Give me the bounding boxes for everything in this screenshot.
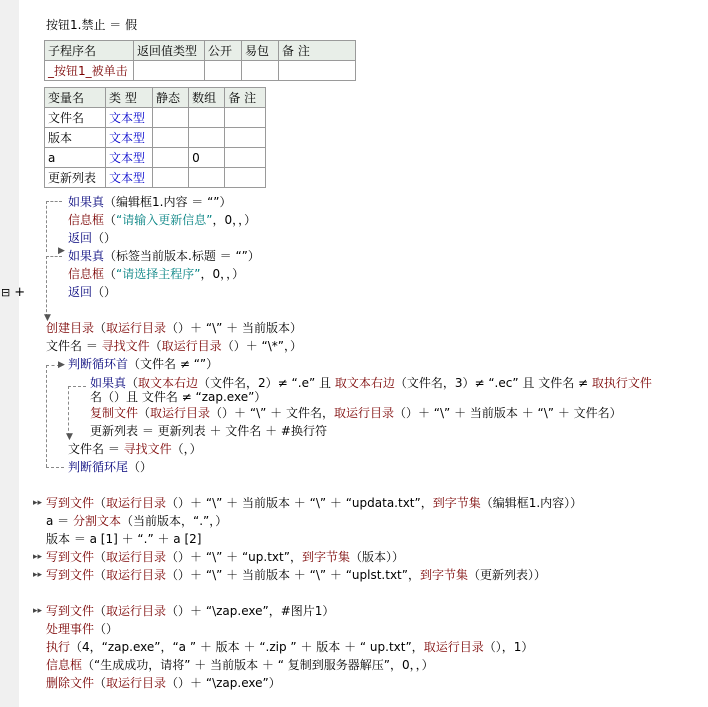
flow-line-if2 xyxy=(46,256,47,317)
sub-header-return: 返回值类型 xyxy=(134,41,205,61)
code-args: （ xyxy=(94,550,107,564)
code-args: （当前版本，“.”，） xyxy=(121,514,228,528)
code-args: （文件名 ≠ “”） xyxy=(128,357,219,371)
func-call: 到字节集 xyxy=(432,496,481,510)
func-call: 取文本右边 xyxy=(138,376,199,390)
writefile-keyword: 写到文件 xyxy=(46,568,95,582)
func-call: 取执行文件 xyxy=(591,376,652,390)
code-line[interactable] xyxy=(46,549,404,565)
arrow-right-icon: ▶ xyxy=(58,246,65,256)
code-line[interactable] xyxy=(46,320,302,336)
code-line[interactable] xyxy=(46,531,201,547)
if-keyword: 如果真 xyxy=(90,376,127,390)
sub-pkg-cell[interactable] xyxy=(242,61,279,81)
func-call: 取运行目录 xyxy=(161,339,222,353)
code-args: （编辑框1.内容 ＝ “”） xyxy=(104,195,232,209)
func-call: 取运行目录 xyxy=(106,676,167,690)
func-call: 取运行目录 xyxy=(106,321,167,335)
code-line[interactable] xyxy=(46,567,546,583)
func-call: 取运行目录 xyxy=(106,550,167,564)
bullet-icon: ▸▸ xyxy=(33,606,43,616)
var-static-cell[interactable] xyxy=(153,148,189,168)
flow-line-if3 xyxy=(68,386,69,436)
var-name-cell[interactable]: a xyxy=(45,148,106,168)
mkdir-keyword: 创建目录 xyxy=(46,321,95,335)
code-args: （“生成成功，请将” ＋ 当前版本 ＋ “ 复制到服务器解压”，0，，） xyxy=(82,658,434,672)
code-args: （）＋ “\” ＋ 当前版本） xyxy=(166,321,302,335)
code-args: （）＋ “\” ＋ 文件名， xyxy=(210,406,334,420)
code-line[interactable] xyxy=(68,441,202,457)
sub-public-cell[interactable] xyxy=(205,61,242,81)
code-args: 版本 ＝ a [1] ＋ “.” ＋ a [2] xyxy=(46,532,202,546)
code-args: （） xyxy=(128,460,153,474)
var-header-type: 类 型 xyxy=(106,88,153,108)
code-args: （ xyxy=(126,376,139,390)
var-type-cell[interactable]: 文本型 xyxy=(106,108,153,128)
code-args: （）＋ “\” ＋ 当前版本 ＋ “\” ＋ 文件名） xyxy=(393,406,622,420)
return-keyword: 返回 xyxy=(68,285,93,299)
code-args: （ xyxy=(138,406,151,420)
string-literal: “请输入更新信息” xyxy=(116,213,213,227)
code-args: （） xyxy=(92,231,117,245)
header-line: 按钮1.禁止 ＝ 假 xyxy=(46,18,138,32)
code-args: （编辑框1.内容）） xyxy=(480,496,583,510)
loop-end-keyword: 判断循环尾 xyxy=(68,460,129,474)
code-args: （ xyxy=(104,267,117,281)
deletefile-keyword: 删除文件 xyxy=(46,676,95,690)
code-line[interactable] xyxy=(68,284,116,300)
var-header-note: 备 注 xyxy=(225,88,266,108)
code-args: （）＋ “\*”，） xyxy=(221,339,302,353)
code-line[interactable] xyxy=(68,356,218,372)
code-args: （标签当前版本.标题 ＝ “”） xyxy=(104,249,260,263)
code-args: （），1） xyxy=(483,640,534,654)
code-args: （） xyxy=(94,622,119,636)
code-line[interactable] xyxy=(90,405,622,421)
table-row[interactable] xyxy=(45,148,266,168)
code-args: （ xyxy=(94,321,107,335)
func-call: 取运行目录 xyxy=(106,604,167,618)
flow-line-if2-top xyxy=(46,256,62,257)
var-name-cell[interactable]: 版本 xyxy=(45,128,106,148)
bullet-icon: ▸▸ xyxy=(33,570,43,580)
msgbox-keyword: 信息框 xyxy=(68,213,105,227)
loop-keyword: 判断循环首 xyxy=(68,357,129,371)
writefile-keyword: 写到文件 xyxy=(46,604,95,618)
var-header-name: 变量名 xyxy=(45,88,106,108)
code-args: （文件名，2）≠ “.e” 且 xyxy=(198,376,335,390)
func-call: 取运行目录 xyxy=(106,496,167,510)
code-line[interactable] xyxy=(46,495,582,511)
code-args: （更新列表）） xyxy=(468,568,547,582)
code-args: （ xyxy=(94,568,107,582)
code-args: （ xyxy=(104,213,117,227)
doevents-keyword: 处理事件 xyxy=(46,622,95,636)
func-call: 取文本右边 xyxy=(334,376,395,390)
code-args: （ xyxy=(94,676,107,690)
variable-table xyxy=(44,87,266,188)
msgbox-keyword: 信息框 xyxy=(68,267,105,281)
sub-header-public: 公开 xyxy=(205,41,242,61)
var-name-cell[interactable]: 更新列表 xyxy=(45,168,106,188)
code-line[interactable] xyxy=(46,675,281,691)
code-args: （，） xyxy=(171,442,202,456)
var-static-cell[interactable] xyxy=(153,108,189,128)
writefile-keyword: 写到文件 xyxy=(46,550,95,564)
var-header-static: 静态 xyxy=(153,88,189,108)
if-keyword: 如果真 xyxy=(68,249,105,263)
code-args: （）＋ “\” ＋ 当前版本 ＋ “\” ＋ “uplst.txt”， xyxy=(166,568,420,582)
table-row[interactable] xyxy=(45,128,266,148)
copyfile-keyword: 复制文件 xyxy=(90,406,139,420)
table-row[interactable] xyxy=(45,108,266,128)
exec-keyword: 执行 xyxy=(46,640,71,654)
subroutine-table xyxy=(44,40,356,81)
code-args: 名（）且 文件名 ≠ “zap.exe”） xyxy=(90,390,267,404)
code-line[interactable] xyxy=(46,513,227,529)
code-line[interactable] xyxy=(90,423,327,439)
code-args: a ＝ xyxy=(46,514,73,528)
sub-header-pkg: 易包 xyxy=(242,41,279,61)
writefile-keyword: 写到文件 xyxy=(46,496,95,510)
sub-header-name: 子程序名 xyxy=(45,41,134,61)
flow-line-if1-top xyxy=(46,201,62,202)
code-args: （）＋ “\” ＋ “up.txt”， xyxy=(166,550,302,564)
return-keyword: 返回 xyxy=(68,231,93,245)
var-note-cell[interactable] xyxy=(225,168,266,188)
string-literal: “请选择主程序” xyxy=(116,267,201,281)
arrow-down-icon: ▼ xyxy=(66,432,73,442)
code-args: （ xyxy=(149,339,162,353)
code-args: （版本）） xyxy=(349,550,404,564)
code-args: （）＋ “\zap.exe”，#图片1） xyxy=(166,604,335,618)
var-static-cell[interactable] xyxy=(153,128,189,148)
sub-header-note: 备 注 xyxy=(279,41,356,61)
var-type-cell[interactable]: 文本型 xyxy=(106,168,153,188)
arrow-right-icon: ▶ xyxy=(58,360,65,370)
table-row[interactable] xyxy=(45,168,266,188)
code-line[interactable] xyxy=(68,212,256,228)
var-header-array: 数组 xyxy=(189,88,225,108)
code-args: （ xyxy=(94,496,107,510)
var-type-cell[interactable]: 文本型 xyxy=(106,128,153,148)
code-args: （4，“zap.exe”，“a ” ＋ 版本 ＋ “.zip ” ＋ 版本 ＋ “ up.txt”， xyxy=(70,640,424,654)
func-call: 到字节集 xyxy=(419,568,468,582)
code-args: ，0，，） xyxy=(212,213,257,227)
code-line[interactable] xyxy=(68,248,260,264)
var-array-cell[interactable] xyxy=(189,108,225,128)
sub-note-cell[interactable] xyxy=(279,61,356,81)
code-line[interactable] xyxy=(68,230,116,246)
code-line[interactable] xyxy=(46,639,533,655)
var-note-cell[interactable] xyxy=(225,108,266,128)
findfile-keyword: 寻找文件 xyxy=(123,442,172,456)
flow-line-if3-top xyxy=(68,386,86,387)
var-static-cell[interactable] xyxy=(153,168,189,188)
var-array-cell[interactable] xyxy=(189,128,225,148)
code-args: （ xyxy=(94,604,107,618)
msgbox-keyword: 信息框 xyxy=(46,658,83,672)
flow-line-loop xyxy=(46,365,47,467)
func-call: 取运行目录 xyxy=(106,568,167,582)
code-args: （）＋ “\” ＋ 当前版本 ＋ “\” ＋ “updata.txt”， xyxy=(166,496,433,510)
left-gutter xyxy=(0,0,19,707)
flow-line-if1 xyxy=(46,201,47,252)
sub-return-cell[interactable] xyxy=(134,61,205,81)
code-args: （） xyxy=(92,285,117,299)
flow-line-loop-bottom xyxy=(46,467,64,468)
expand-plus: + xyxy=(14,285,26,300)
code-args: （文件名，3）≠ “.ec” 且 文件名 ≠ xyxy=(394,376,592,390)
if-keyword: 如果真 xyxy=(68,195,105,209)
split-keyword: 分割文本 xyxy=(72,514,121,528)
code-line[interactable] xyxy=(68,266,244,282)
code-args: 更新列表 ＝ 更新列表 ＋ 文件名 ＋ #换行符 xyxy=(90,424,327,438)
code-args: （）＋ “\zap.exe”） xyxy=(166,676,281,690)
code-args: 文件名 ＝ xyxy=(46,339,102,353)
var-array-cell[interactable]: 0 xyxy=(189,148,225,168)
func-call: 取运行目录 xyxy=(333,406,394,420)
code-line[interactable] xyxy=(68,459,152,475)
code-line[interactable] xyxy=(46,603,334,619)
arrow-down-icon: ▼ xyxy=(44,313,51,323)
code-line[interactable] xyxy=(46,621,118,637)
findfile-keyword: 寻找文件 xyxy=(101,339,150,353)
bullet-icon: ▸▸ xyxy=(33,498,43,508)
code-line[interactable] xyxy=(46,657,434,673)
func-call: 到字节集 xyxy=(301,550,350,564)
var-note-cell[interactable] xyxy=(225,128,266,148)
code-args: 文件名 ＝ xyxy=(68,442,124,456)
var-type-cell[interactable]: 文本型 xyxy=(106,148,153,168)
tree-expand-icon[interactable]: ⊟ + xyxy=(1,285,26,300)
sub-name-cell[interactable]: _按钮1_被单击 xyxy=(45,61,134,81)
var-array-cell[interactable] xyxy=(189,168,225,188)
func-call: 取运行目录 xyxy=(150,406,211,420)
bullet-icon: ▸▸ xyxy=(33,552,43,562)
func-call: 取运行目录 xyxy=(423,640,484,654)
code-line[interactable] xyxy=(46,338,302,354)
code-line[interactable] xyxy=(90,389,266,405)
var-note-cell[interactable] xyxy=(225,148,266,168)
var-name-cell[interactable]: 文件名 xyxy=(45,108,106,128)
code-args: ，0，，） xyxy=(200,267,245,281)
code-line[interactable] xyxy=(68,194,232,210)
